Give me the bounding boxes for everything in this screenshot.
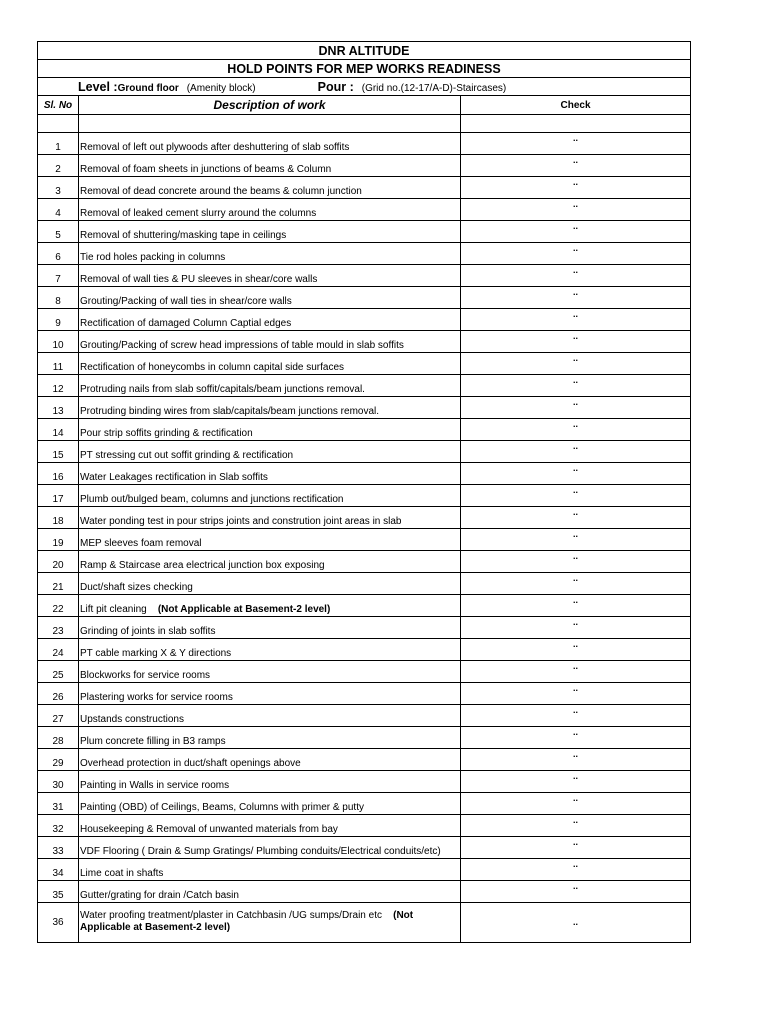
table-row — [38, 749, 691, 771]
table-row — [38, 331, 691, 353]
row-number: 15 — [38, 441, 79, 463]
table-row — [38, 815, 691, 837]
work-description: Gutter/grating for drain /Catch basin — [80, 890, 239, 901]
work-description: Plum concrete filling in B3 ramps — [80, 736, 226, 747]
check-cell[interactable]: .. — [461, 793, 691, 815]
work-description-cell — [79, 419, 461, 441]
blank-row — [38, 115, 691, 133]
work-description-cell — [79, 221, 461, 243]
check-cell[interactable]: .. — [461, 133, 691, 155]
row-number: 22 — [38, 595, 79, 617]
check-cell[interactable]: .. — [461, 353, 691, 375]
work-description-cell — [79, 155, 461, 177]
work-description: Removal of wall ties & PU sleeves in shear/core walls — [80, 274, 318, 285]
header-sl-no: Sl. No — [38, 96, 79, 115]
work-description: Protruding binding wires from slab/capitals/beam junctions removal. — [80, 406, 380, 417]
check-cell[interactable]: .. — [461, 287, 691, 309]
table-row — [38, 221, 691, 243]
row-number: 18 — [38, 507, 79, 529]
row-number: 34 — [38, 859, 79, 881]
table-row — [38, 397, 691, 419]
level-pour-row — [38, 78, 691, 96]
work-description: Plumb out/bulged beam, columns and junctions rectification — [80, 494, 344, 505]
checklist-sheet — [37, 41, 690, 943]
row-number: 5 — [38, 221, 79, 243]
table-row — [38, 485, 691, 507]
check-cell[interactable]: .. — [461, 419, 691, 441]
row-number: 8 — [38, 287, 79, 309]
check-cell[interactable]: .. — [461, 727, 691, 749]
work-description: Rectification of damaged Column Captial edges — [80, 318, 292, 329]
work-description-cell — [79, 287, 461, 309]
work-description-cell — [79, 595, 461, 617]
work-description: Grouting/Packing of screw head impressions of table mould in slab soffits — [80, 340, 404, 351]
work-description: Grinding of joints in slab soffits — [80, 626, 216, 637]
check-cell[interactable]: .. — [461, 265, 691, 287]
check-cell[interactable]: .. — [461, 507, 691, 529]
work-description: MEP sleeves foam removal — [80, 538, 202, 549]
work-description-cell — [79, 485, 461, 507]
check-cell[interactable]: .. — [461, 573, 691, 595]
level-label: Level : — [78, 79, 118, 94]
table-row — [38, 155, 691, 177]
check-cell[interactable]: .. — [461, 771, 691, 793]
blank-cell — [79, 115, 461, 133]
work-description: Painting in Walls in service rooms — [80, 780, 230, 791]
table-row — [38, 903, 691, 943]
check-cell[interactable]: .. — [461, 859, 691, 881]
row-number: 4 — [38, 199, 79, 221]
document-title: HOLD POINTS FOR MEP WORKS READINESS — [38, 60, 691, 78]
table-row — [38, 771, 691, 793]
work-description-cell — [79, 133, 461, 155]
check-cell[interactable]: .. — [461, 837, 691, 859]
work-description: Overhead protection in duct/shaft openings above — [80, 758, 301, 769]
work-description: Removal of shuttering/masking tape in ceilings — [80, 230, 287, 241]
level-value: Ground floor — [117, 82, 179, 94]
table-row — [38, 617, 691, 639]
table-row — [38, 661, 691, 683]
work-description: Removal of leaked cement slurry around the columns — [80, 208, 317, 219]
table-row — [38, 705, 691, 727]
work-description: PT stressing cut out soffit grinding & rectification — [80, 450, 294, 461]
row-number: 3 — [38, 177, 79, 199]
check-cell[interactable]: .. — [461, 199, 691, 221]
row-number: 11 — [38, 353, 79, 375]
work-description: Tie rod holes packing in columns — [80, 252, 226, 263]
row-number: 16 — [38, 463, 79, 485]
check-cell[interactable]: .. — [461, 639, 691, 661]
work-description-cell — [79, 793, 461, 815]
check-cell[interactable]: .. — [461, 881, 691, 903]
work-description: Water proofing treatment/plaster in Catchbasin /UG sumps/Drain etc — [80, 910, 382, 921]
work-description-cell — [79, 881, 461, 903]
table-row — [38, 573, 691, 595]
check-cell[interactable]: .. — [461, 529, 691, 551]
level-pour-cell — [38, 78, 691, 96]
row-number: 26 — [38, 683, 79, 705]
work-description: Ramp & Staircase area electrical junction box exposing — [80, 560, 325, 571]
work-description-cell — [79, 441, 461, 463]
table-row — [38, 243, 691, 265]
table-row — [38, 199, 691, 221]
row-number: 23 — [38, 617, 79, 639]
work-note: (Not Applicable at Basement-2 level) — [80, 910, 414, 933]
row-number: 36 — [38, 903, 79, 943]
check-cell[interactable]: .. — [461, 463, 691, 485]
row-number: 13 — [38, 397, 79, 419]
table-row — [38, 419, 691, 441]
work-description-cell — [79, 397, 461, 419]
work-description-cell — [79, 903, 461, 943]
work-description-cell — [79, 661, 461, 683]
work-description-cell — [79, 243, 461, 265]
work-description-cell — [79, 199, 461, 221]
work-description: Protruding nails from slab soffit/capitals/beam junctions removal. — [80, 384, 365, 395]
row-number: 10 — [38, 331, 79, 353]
work-description: Removal of foam sheets in junctions of beams & Column — [80, 164, 332, 175]
row-number: 6 — [38, 243, 79, 265]
work-description-cell — [79, 727, 461, 749]
header-description: Description of work — [79, 96, 461, 115]
work-description: PT cable marking X & Y directions — [80, 648, 232, 659]
check-cell[interactable]: .. — [461, 903, 691, 943]
work-description: Removal of dead concrete around the beams & column junction — [80, 186, 362, 197]
work-description: VDF Flooring ( Drain & Sump Gratings/ Plumbing conduits/Electrical conduits/etc) — [80, 846, 441, 857]
check-cell[interactable]: .. — [461, 661, 691, 683]
work-description-cell — [79, 353, 461, 375]
row-number: 12 — [38, 375, 79, 397]
work-description-cell — [79, 331, 461, 353]
table-row — [38, 133, 691, 155]
project-title-row — [38, 42, 691, 60]
row-number: 1 — [38, 133, 79, 155]
work-description-cell — [79, 683, 461, 705]
header-check: Check — [461, 96, 691, 115]
row-number: 31 — [38, 793, 79, 815]
work-description-cell — [79, 705, 461, 727]
row-number: 30 — [38, 771, 79, 793]
work-description: Painting (OBD) of Ceilings, Beams, Columns with primer & putty — [80, 802, 364, 813]
check-cell[interactable]: .. — [461, 309, 691, 331]
check-cell[interactable]: .. — [461, 551, 691, 573]
table-row — [38, 793, 691, 815]
table-row — [38, 727, 691, 749]
table-row — [38, 353, 691, 375]
blank-cell — [38, 115, 79, 133]
work-description: Water Leakages rectification in Slab soffits — [80, 472, 268, 483]
check-cell[interactable]: .. — [461, 331, 691, 353]
check-cell[interactable]: .. — [461, 617, 691, 639]
check-cell[interactable]: .. — [461, 243, 691, 265]
row-number: 29 — [38, 749, 79, 771]
table-row — [38, 507, 691, 529]
work-description: Blockworks for service rooms — [80, 670, 211, 681]
row-number: 9 — [38, 309, 79, 331]
row-number: 35 — [38, 881, 79, 903]
work-description: Lift pit cleaning — [80, 604, 147, 615]
pour-label: Pour : — [317, 79, 354, 94]
check-cell[interactable]: .. — [461, 705, 691, 727]
check-cell[interactable]: .. — [461, 441, 691, 463]
row-number: 28 — [38, 727, 79, 749]
work-description-cell — [79, 375, 461, 397]
work-description: Duct/shaft sizes checking — [80, 582, 193, 593]
work-description-cell — [79, 617, 461, 639]
table-row — [38, 595, 691, 617]
row-number: 25 — [38, 661, 79, 683]
work-description: Rectification of honeycombs in column capital side surfaces — [80, 362, 345, 373]
work-description: Pour strip soffits grinding & rectification — [80, 428, 253, 439]
table-row — [38, 441, 691, 463]
table-row — [38, 683, 691, 705]
work-description-cell — [79, 573, 461, 595]
work-description: Water ponding test in pour strips joints and constrution joint areas in slab — [80, 516, 402, 527]
row-number: 7 — [38, 265, 79, 287]
check-cell[interactable]: .. — [461, 683, 691, 705]
row-number: 24 — [38, 639, 79, 661]
work-description-cell — [79, 551, 461, 573]
table-row — [38, 859, 691, 881]
work-description: Grouting/Packing of wall ties in shear/core walls — [80, 296, 292, 307]
work-description-cell — [79, 177, 461, 199]
check-cell[interactable]: .. — [461, 485, 691, 507]
row-number: 19 — [38, 529, 79, 551]
work-description: Plastering works for service rooms — [80, 692, 233, 703]
row-number: 2 — [38, 155, 79, 177]
level-note: (Amenity block) — [186, 82, 256, 94]
check-cell[interactable]: .. — [461, 375, 691, 397]
table-row — [38, 837, 691, 859]
work-description-cell — [79, 837, 461, 859]
work-description-cell — [79, 463, 461, 485]
work-description: Housekeeping & Removal of unwanted materials from bay — [80, 824, 338, 835]
table-row — [38, 177, 691, 199]
row-number: 33 — [38, 837, 79, 859]
work-note: (Not Applicable at Basement-2 level) — [157, 604, 331, 615]
project-name: DNR ALTITUDE — [38, 42, 691, 60]
blank-cell — [461, 115, 691, 133]
row-number: 14 — [38, 419, 79, 441]
check-cell[interactable]: .. — [461, 595, 691, 617]
work-description-cell — [79, 815, 461, 837]
document-title-row — [38, 60, 691, 78]
row-number: 20 — [38, 551, 79, 573]
table-row — [38, 529, 691, 551]
table-row — [38, 265, 691, 287]
table-row — [38, 463, 691, 485]
work-description-cell — [79, 771, 461, 793]
row-number: 21 — [38, 573, 79, 595]
work-description-cell — [79, 639, 461, 661]
row-number: 27 — [38, 705, 79, 727]
work-description-cell — [79, 749, 461, 771]
row-number: 32 — [38, 815, 79, 837]
work-description: Lime coat in shafts — [80, 868, 164, 879]
work-description-cell — [79, 529, 461, 551]
table-row — [38, 375, 691, 397]
check-cell[interactable]: .. — [461, 155, 691, 177]
check-cell[interactable]: .. — [461, 815, 691, 837]
table-row — [38, 551, 691, 573]
table-row — [38, 881, 691, 903]
table-row — [38, 287, 691, 309]
check-cell[interactable]: .. — [461, 397, 691, 419]
work-description-cell — [79, 309, 461, 331]
table-row — [38, 639, 691, 661]
work-description-cell — [79, 265, 461, 287]
checklist-table — [37, 41, 691, 943]
work-description-cell — [79, 507, 461, 529]
table-row — [38, 309, 691, 331]
work-description: Removal of left out plywoods after deshuttering of slab soffits — [80, 142, 350, 153]
column-header-row — [38, 96, 691, 115]
check-cell[interactable]: .. — [461, 177, 691, 199]
row-number: 17 — [38, 485, 79, 507]
check-cell[interactable]: .. — [461, 749, 691, 771]
check-cell[interactable]: .. — [461, 221, 691, 243]
work-description-cell — [79, 859, 461, 881]
work-description: Upstands constructions — [80, 714, 184, 725]
pour-value: (Grid no.(12-17/A-D)-Staircases) — [361, 82, 507, 94]
